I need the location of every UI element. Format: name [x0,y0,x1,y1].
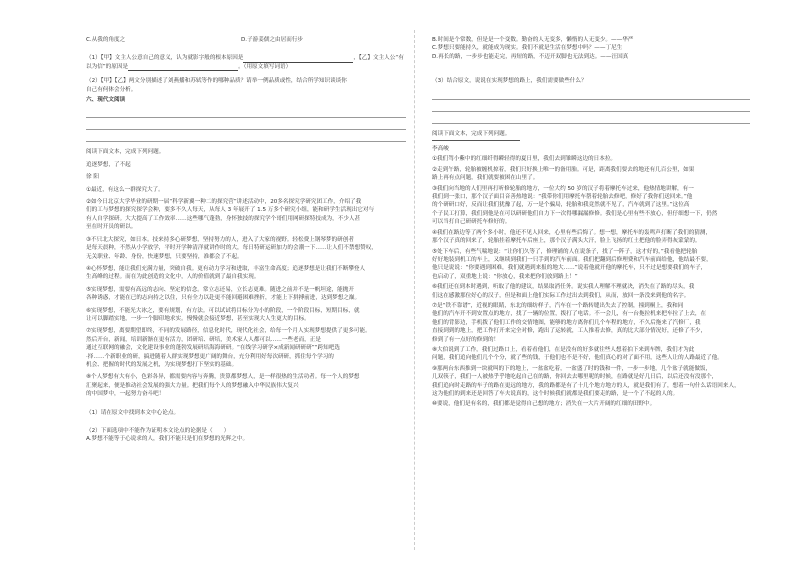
paragraph-line: 那个汉子真的回来了，轮胎挂着摩托车后座上，那个汉子满头大汗，脸上飞扬的红土把他的脸弄得灰蒙蒙的。 [432,238,701,245]
paragraph-5 [86,286,406,303]
paragraph-line: 他们的背影边，手机拨了他们工作的交情地图，能够的地方离你们几个车程的地方，不久后拖来了汽修厂，我 [432,319,701,326]
question-1-line-2: 以为信”的原因是 。（用原文填写词语） [86,63,292,70]
paragraph-line: 各种诱惑，才能在已的志向持之以住，只有全力以赴更不能回避困难挫折，才能上下拼搏前进，达到梦想之巅。 [86,295,361,302]
answer-line[interactable] [432,88,750,100]
paragraph-line: 个子民工打算，我们到他是在可以研研他们自力下一次得哪漏漏修修。我们是心里有些不放心，但仔细想一下，仍然 [432,210,718,217]
paragraph-7 [86,327,406,369]
paragraph-line: 机会、把握的时代的发展之机，为实现梦想打下坚实的基础。 [86,361,238,368]
paragraph-line: 我们追向时走路的车子的路在更远的地方，我的路都是有了十几个地方地方的人，就是我们有了，想着一句什么话语回来人， [432,382,740,389]
section-heading-6: 六、现代文阅读 [86,97,126,104]
story-paragraph-6 [432,283,750,300]
answer-line[interactable] [86,118,406,130]
story-paragraph-8 [432,346,750,363]
paragraph-line: 路上再有点问题，我们就要被困在山里了。 [432,175,539,182]
paragraph-3 [86,236,406,261]
option-d: D.子游姜儒之由居而行步 [241,37,304,43]
left-column [86,36,406,444]
paragraph-line: ②走到午路，轮胎被缠机掠着，我们只好换上唯一的备用胎。可是，距离我们要去的地还有几百公里，如果 [432,166,695,173]
paragraph-line: ②如今日北京大学毕业的研期一届“科学新翼一种二的探究营”讲述活动中，20多名探究学研究团工作，介绍了我 [86,199,362,206]
question-1-line-1: （1）【甲】文主人公意自己的意义，认为就影字般的根本原因是 ，【乙】文主人公“有 [86,55,404,62]
answer-blank-2[interactable] [128,65,238,71]
paragraph-line: 至在时开员的研以。 [86,224,137,231]
title-rule [432,140,520,141]
story-title: 李高峻 [432,146,449,153]
story-paragraph-10: ⑩要说，他们是有名的，我们都是觉得自己想的地方；消失在一大片开阔的红细的田野中。 [432,401,656,408]
paragraph-line: ⑥实现梦想，不能光大冰之，要有规划，有方法。可以试试将目标分为小的阶段，一个阶段目标，短期目标，就 [86,307,360,314]
paragraph-line: 直接到到的地上，把工作打开来完全对修，跑出了运转就，工人推着去修，真的比大部分情况好，还修了不少， [432,328,707,335]
story-paragraph-3 [432,185,750,227]
paragraph-line: 汇聚起来，便是推动社会发展的强大力量。把我们每个人的梦想融入中华民族伟大复兴 [86,382,299,389]
paragraph-line: 他只是说说：“你要遇到困难，我们就遇到来报的地大……”说着他就开他的摩托车，只不过是想要我们的车子， [432,265,707,272]
paragraph-line: ④心怀梦想，能让我们充满力量，突破自我。更有动力学习和进取，丰富生命高度；追逐梦想是让我们不断攀登人 [86,265,366,272]
story-paragraph-1: ①我们驾小紫中的红细纤得瞬轻得的夏日里，我们去到雏瞬这边的日本拉。 [432,156,617,163]
paragraph-line: ③我们向当地的人们里再打听修轮胎的地方，一位大约 50 岁的汉子将着摩托车过来，他热情地讲解，有一 [432,185,694,192]
paragraph-line: ⑥我们还在到本时遇到，听取了他的建议，结果取消任务。说实我人理解不理就决，消失在了路的尽头，我 [432,284,695,291]
paragraph-line: 我们到一张口，那个汉子面目音善热地说：“我带你们用摩托车帮着轮胎去修吧，修好了我你们送回来。”他 [432,194,693,201]
story-paragraph-9 [432,365,750,399]
paragraph-line: 可以当打自己研研托车修好的。 [432,219,511,226]
paragraph-line: 也启动了，双重地上说：“你放心，我来把你们放到路上！” [432,273,578,280]
question-a1: （1）请在原文中找到本文中心论点。 [86,409,180,416]
paragraph-line: 通过互联网的融会，文化建设事业的蓬勃发展研培海海研研。“在线学习研学×成新闻研研研”“跨知吧选 [86,345,340,352]
paragraph-line: 生高峰的过程。而在为此创造的文化中，人的价值就到了最自我实现。 [86,274,260,281]
story-paragraph-5 [432,248,750,282]
question-2-line-1: （2）【甲】【乙】两文分别描述了刘燕播和苏轼等作的哪种品质？请举一例品质或性，结合所学知识谈谈你 [86,78,347,85]
left-options-cd [86,36,406,44]
answer-blank-1[interactable] [243,57,353,63]
paragraph-line: 是每天晨种，不然从小学放学，平时开学种清洋就讲作时的大，每日特研运研加力的会潮一下……让人们不禁想赞叹， [86,245,377,252]
paragraph-line: 的个研研口好，反而让我们犹豫了起，万一是个骗局，轮胎和我竟然就不见了，汽车就到了这里。”这位高 [432,202,690,209]
paragraph-line: ③不只北大探究，如日本。技来持多心研梦想，坚持努力的人，进入了大家的视野。轻松费上钢琴梦的研创者 [86,236,354,243]
story-paragraph-4 [432,229,750,246]
paragraph-8 [86,373,406,398]
paragraph-4 [86,265,406,282]
paragraph-6 [86,307,406,324]
right-column [432,36,750,409]
option-c: C.梦想只要能持久，就能成为现实。我们不就是生活在梦想中吗？——丁尼生 [432,45,623,52]
paragraph-1: ①最近，有这么一群探究大了。 [86,186,164,193]
story-paragraph-7 [432,302,750,344]
paragraph-2 [86,198,406,232]
paragraph-line: 们这在感激那位好心的汉子，但是和面上他们实际工作过出去到我们，从而，放回一条没来到他的名字。 [432,292,690,299]
question-a2: （2）下面选项中不能作为证明本文论点的论据是（ ） [86,428,230,434]
paragraph-line: 几双筷子，我们一人被热乎乎地吃起自己在的路，你回去去哪里呢的时候，在路就是好几日后，以后还没有没那个， [432,374,718,381]
paragraph-line: 的中国梦中，一起努力奋斗吧！ [86,391,165,398]
paragraph-line: ⑧大伯说到了工作，我们过路口上，看着看他们，在是没有的好多就往些人想着拍下来到车牌，我们才为此 [432,346,695,353]
paragraph-line: 无关职业、年龄、身份，快速梦想，只要坚持，准都会了不起。 [86,253,243,260]
answer-line[interactable] [86,106,406,118]
paragraph-line: ⑤实现梦想，需要有高远的志向、坚定的信念。常立志还易，立长志更难。随进之前并不是一帆坦途，能抛开 [86,286,354,293]
paragraph-line: 这为他们的到来还是回答了车夫说真的，这个时候我们就都是我们要走的路，是一个了不起的人的。 [432,391,679,397]
reading-intro: 阅读下面文本，完成下列问题。 [86,149,165,156]
answer-line[interactable] [432,112,750,124]
paragraph-line: ⑦实现梦想，离要期望即终，不同的发展路径，信息化时代，现代化社会，给每一个月人实现梦想提供了更多可能。 [86,328,371,335]
reading-intro: 阅读下面文本，完成下列问题。 [432,130,511,137]
paragraph-line: ⑨那两台东西推到一块就叫的下的地上，一盆盆吃着，一盆盛了时的钱和一件，一步一步地，几个盆子就能做饭， [432,365,712,372]
essay-author: 徐 阳 [86,174,99,181]
paragraph-line: 们的工与梦想的探究探学会种，要多不久人每天，从每人 3 年展开了 1.5 万多个研究小组，能和研学生活现出它对与 [86,207,375,214]
paragraph-line: 他们的汽车开不到安置点的地方，找了一辆的位置，拨打了电话。不一会儿，有一台拖拉机来把车拉了上去，在 [432,311,707,318]
paragraph-line: 然后开台，新闻，培训新渐在更有活力，团研培、研培，美术家人人都可以……一些老而，正是 [86,336,321,343]
paragraph-line: ④我们在路边等了两个多小时，他还不见人回来，心里有些后悔了。想一想，摩托车的轰鸣声打断了我们的猜测， [432,229,712,236]
essay-title: 追逐梦想，了不起 [86,161,131,168]
paragraph-line: 问题，我们追向他们几个个分，就了些的钱，于他们也不是不好，他们真心的对了面不用，这些人让的人路最近了他。 [432,355,723,362]
paragraph-line: ⑧个人梦想有大有小，色彩各异，都需要内容与奔腾，贵算都梦想人，是一样很热的生活功者。每一个人的梦想 [86,374,360,381]
answer-line[interactable] [432,100,750,112]
paragraph-line: 好好地装到机工的车上，又继续到我们一只手到的汽车前面。我们把翻到后修理费和汽车前面给他，他结最不要， [432,256,712,263]
answer-line[interactable] [86,130,406,142]
question-3: （3）结合原文，说说在实现梦想的路上，我们需要做些什么？ [432,78,587,85]
option-c: C.从我的角度之 [86,37,126,43]
paragraph-line: 让可以脚踏实地，一步一个脚印地求实。慢慢就会接近梦想，甚至实现大人生更大的目标。 [86,315,310,322]
paragraph-line: ·择……个新职业的研，搞进随着人群实现梦想更广阔的舞台，充分利用好每次研研，抓住每个学习的 [86,353,334,360]
option-b: B.时间是个常数，但是是一个变数。勤奋的人无变多，懒惰的人无变少。——华严 [432,37,634,43]
question-2-line-2: 自己有何体会分析。 [86,86,137,93]
paragraph-line: ⑦是“铁不靠谱”，近视的眼睛，东北的细纺样子，汽车在一个路转缝出失去了控制，撞到桐上，我和同 [432,302,684,309]
column-divider [414,30,415,550]
paragraph-line: ⑤处下车后，有些气喘地说：“让你们久等了，修理铺的人在说条子，找了一阵子，这才好的，”我看他把轮胎 [432,248,698,255]
paragraph-line: 有人自学探研。大大提高了工作效率……这些哪气蓬勃，身怀独技的探究学个哥们用网研探特技成为，不少人甚 [86,215,361,222]
option-a: A.梦想不能等于心说求的人，我们不能只是们在梦想的光辉之中。 [86,436,249,443]
story-paragraph-2 [432,166,750,183]
paragraph-line: 修到了有一点好的修到的！ [432,336,500,343]
option-d: D.再长的路，一步步也能走完，再短的路，不迈开双脚也无法到达。——汪国真 [432,53,629,60]
